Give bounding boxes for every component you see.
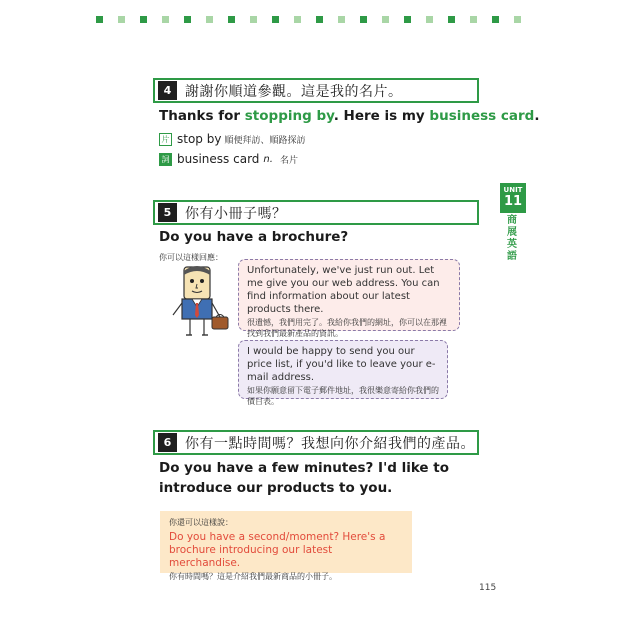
section-number: 6 <box>158 433 177 452</box>
response-zh: 如果你願意留下電子郵件地址，我很樂意寄給你我們的價目表。 <box>247 386 439 406</box>
decorative-dot <box>338 16 345 23</box>
section-4-header <box>153 78 479 103</box>
unit-number: 11 <box>503 194 523 209</box>
response-zh: 很遺憾，我們用完了。我給你我們的網址，你可以在那裡找到我們最新產品的資訊。 <box>247 318 447 338</box>
section-number: 5 <box>158 203 177 222</box>
sentence-part: Thanks for <box>159 108 245 124</box>
decorative-dot <box>250 16 257 23</box>
response-en: Unfortunately, we've just run out. Let me give you our web address. You can find information about our latest products there. <box>247 265 440 315</box>
response-bubble-2 <box>238 340 448 406</box>
unit-tab <box>500 183 526 213</box>
decorative-dot <box>140 16 147 23</box>
decorative-dot <box>118 16 125 23</box>
highlight-stop-by: stopping by <box>244 108 334 124</box>
decorative-dot <box>294 16 301 23</box>
decorative-dot <box>514 16 521 23</box>
unit-label: UNIT <box>503 186 523 194</box>
vocab-item-stop-by <box>159 132 305 146</box>
response-bubble-1 <box>238 259 460 338</box>
note-zh: 你有時間嗎？這是介紹我們最新商品的小冊子。 <box>169 572 337 581</box>
decorative-dot <box>228 16 235 23</box>
businessman-figure <box>173 266 228 335</box>
sentence-part: . Here is my <box>333 108 430 124</box>
decorative-dot <box>206 16 213 23</box>
decorative-dot <box>184 16 191 23</box>
decorative-dot <box>448 16 455 23</box>
sentence-part: . <box>534 108 540 124</box>
decorative-dot <box>426 16 433 23</box>
decorative-dot <box>382 16 389 23</box>
alternative-phrase-note <box>160 511 412 581</box>
businessman-illustration <box>170 263 232 339</box>
noun-icon: 詞 <box>159 153 172 166</box>
page-number: 115 <box>479 583 497 593</box>
phrase-icon: 片 <box>159 133 172 146</box>
vocab-meaning: 名片 <box>279 155 298 166</box>
vocab-term: business card <box>177 152 260 166</box>
decorative-dot-row <box>96 16 526 26</box>
decorative-dot <box>470 16 477 23</box>
response-en: I would be happy to send you our price list, if you'd like to leave your e-mail address. <box>247 346 436 383</box>
decorative-dot <box>96 16 103 23</box>
section-6-sentence: Do you have a few minutes? I'd like to introduce our products to you. <box>159 460 450 496</box>
section-5-header <box>153 200 479 225</box>
reply-label: 你可以這樣回應： <box>159 253 223 262</box>
vocab-pos: n. <box>263 153 273 165</box>
section-title: 你有小冊子嗎？ <box>185 205 287 222</box>
section-title: 謝謝你順道參觀。這是我的名片。 <box>185 83 403 100</box>
section-4-sentence <box>159 106 539 126</box>
unit-subject: 商展英語 <box>507 215 517 262</box>
decorative-dot <box>162 16 169 23</box>
decorative-dot <box>360 16 367 23</box>
vocab-term: stop by <box>177 132 222 146</box>
note-en: Do you have a second/moment? Here's a brochure introducing our latest merchandise. <box>169 531 386 569</box>
decorative-dot <box>316 16 323 23</box>
section-6-header <box>153 430 479 455</box>
vocab-meaning: 順便拜訪、順路探訪 <box>224 135 306 146</box>
section-5-sentence: Do you have a brochure? <box>159 229 349 245</box>
vocab-item-business-card <box>159 152 298 166</box>
section-title: 你有一點時間嗎？我想向你介紹我們的產品。 <box>185 435 475 452</box>
decorative-dot <box>404 16 411 23</box>
highlight-business-card: business card <box>429 108 535 124</box>
note-label: 你還可以這樣說： <box>169 518 233 527</box>
decorative-dot <box>272 16 279 23</box>
decorative-dot <box>492 16 499 23</box>
section-number: 4 <box>158 81 177 100</box>
